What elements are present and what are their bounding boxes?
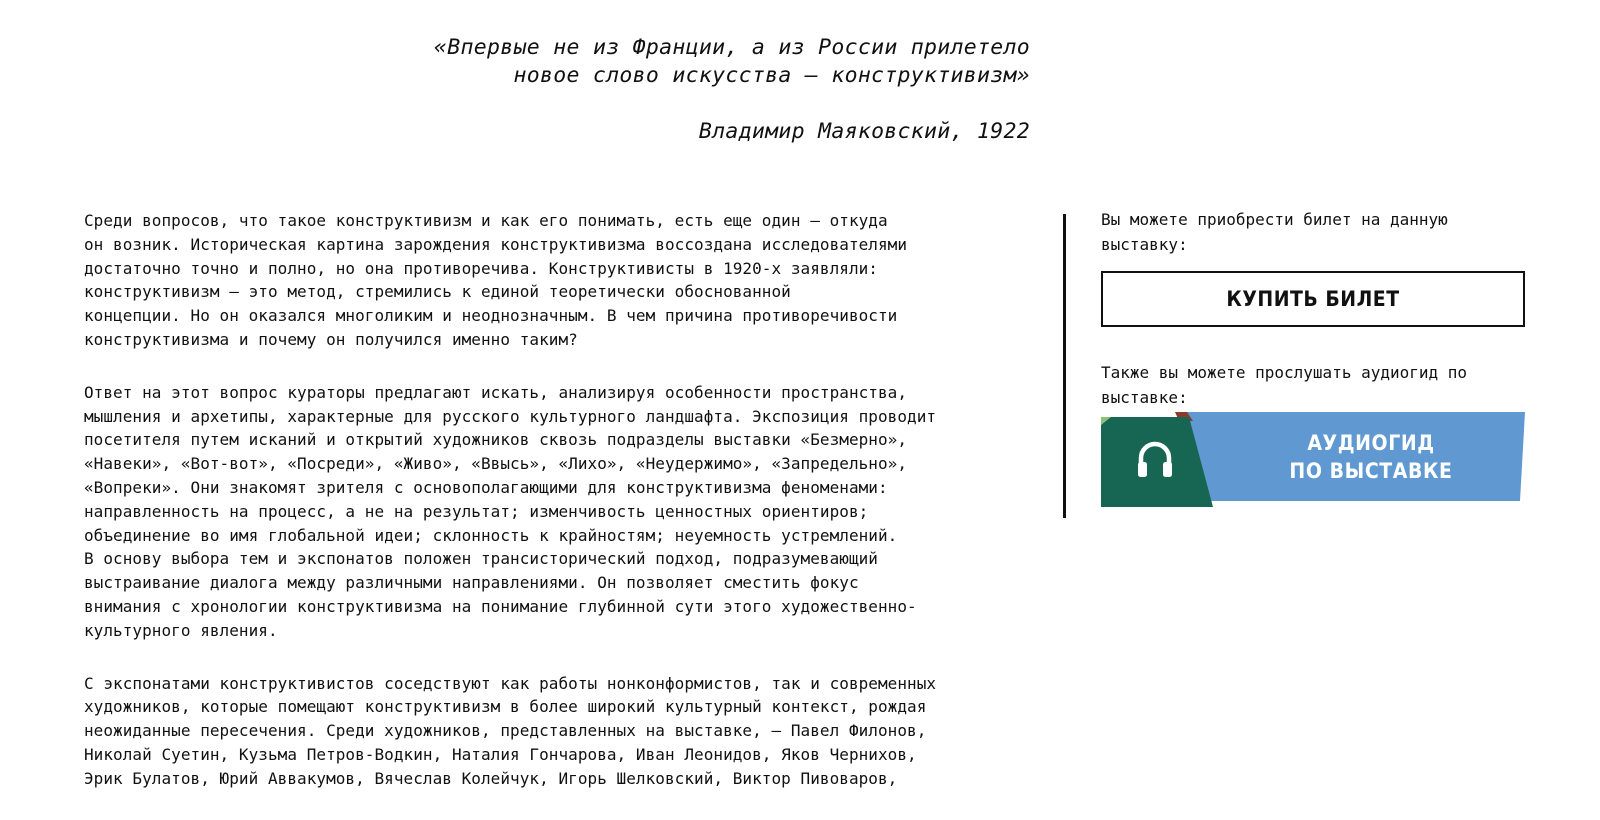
epigraph (300, 34, 1030, 146)
article-paragraph-2: Ответ на этот вопрос кураторы предлагают искать, анализируя особенности пространства, мышления и архетипы, характерные для русского культурного ландшафта. Экспозиция проводит посетителя путем исканий и открытий художников сквозь подразделы выставки «Безмерно», «Навеки», «Вот-вот», «Посреди», «Живо», «Ввысь», «Лихо», «Неудержимо», «Запредельно», «Вопреки». Они знакомят зрителя с основополагающими для конструктивизма феноменами: направленность на процесс, а не на результат; изменчивость ценностных ориентиров; объединение во имя глобальной идеи; склонность к крайностям; неуемность устремлений. В основу выбора тем и экспонатов положен трансисторический подход, подразумевающий выстраивание диалога между различными направлениями. Он позволяет сместить фокус внимания с хронологии конструктивизма на понимание глубинной сути этого художественно- культурного явления. (84, 382, 937, 640)
buy-ticket-button[interactable]: КУПИТЬ БИЛЕТ (1101, 271, 1525, 327)
ticket-note: Вы можете приобрести билет на данную выставку: (1101, 210, 1448, 254)
epigraph-author: Владимир Маяковский, 1922 (698, 119, 1030, 144)
audio-guide-note: Также вы можете прослушать аудиогид по выставке: (1101, 363, 1468, 407)
article-paragraph-3: С экспонатами конструктивистов соседствуют как работы нонконформистов, так и современных художников, которые помещают конструктивизм в более широкий культурный контекст, рождая неожиданные пересечения. Среди художников, представленных на выставке, — Павел Филонов, Николай Суетин, Кузьма Петров-Водкин, Наталия Гончарова, Иван Леонидов, Яков Чернихов, Эрик Булатов, Юрий Аввакумов, Вячеслав Колейчук, Игорь Шелковский, Виктор Пивоваров, (84, 673, 937, 788)
epigraph-quote-line-1: «Впервые не из Франции, а из России прилетело (434, 35, 1030, 60)
headphones-icon (1134, 439, 1176, 481)
article-paragraph-1: Среди вопросов, что такое конструктивизм и как его понимать, есть еще один — откуда он возник. Историческая картина зарождения конструктивизма воссоздана исследователями достаточно точно и полно, но она противоречива. Конструктивисты в 1920-х заявляли: конструктивизм — это метод, стремились к единой теоретически обоснованной концепции. Но он оказался многоликим и неоднозначным. В чем причина противоречивости конструктивизма и почему он получился именно таким? (84, 211, 908, 349)
article-body (84, 209, 1044, 820)
audio-guide-label-line-1: АУДИОГИД (1307, 431, 1435, 455)
sidebar-divider (1063, 214, 1066, 518)
audio-guide-button[interactable] (1101, 411, 1525, 507)
ticket-sidebar (1101, 208, 1531, 507)
audio-guide-label (1231, 429, 1511, 485)
epigraph-quote-line-2: новое слово искусства — конструктивизм» (513, 63, 1030, 88)
audio-guide-label-line-2: ПО ВЫСТАВКЕ (1289, 459, 1453, 483)
